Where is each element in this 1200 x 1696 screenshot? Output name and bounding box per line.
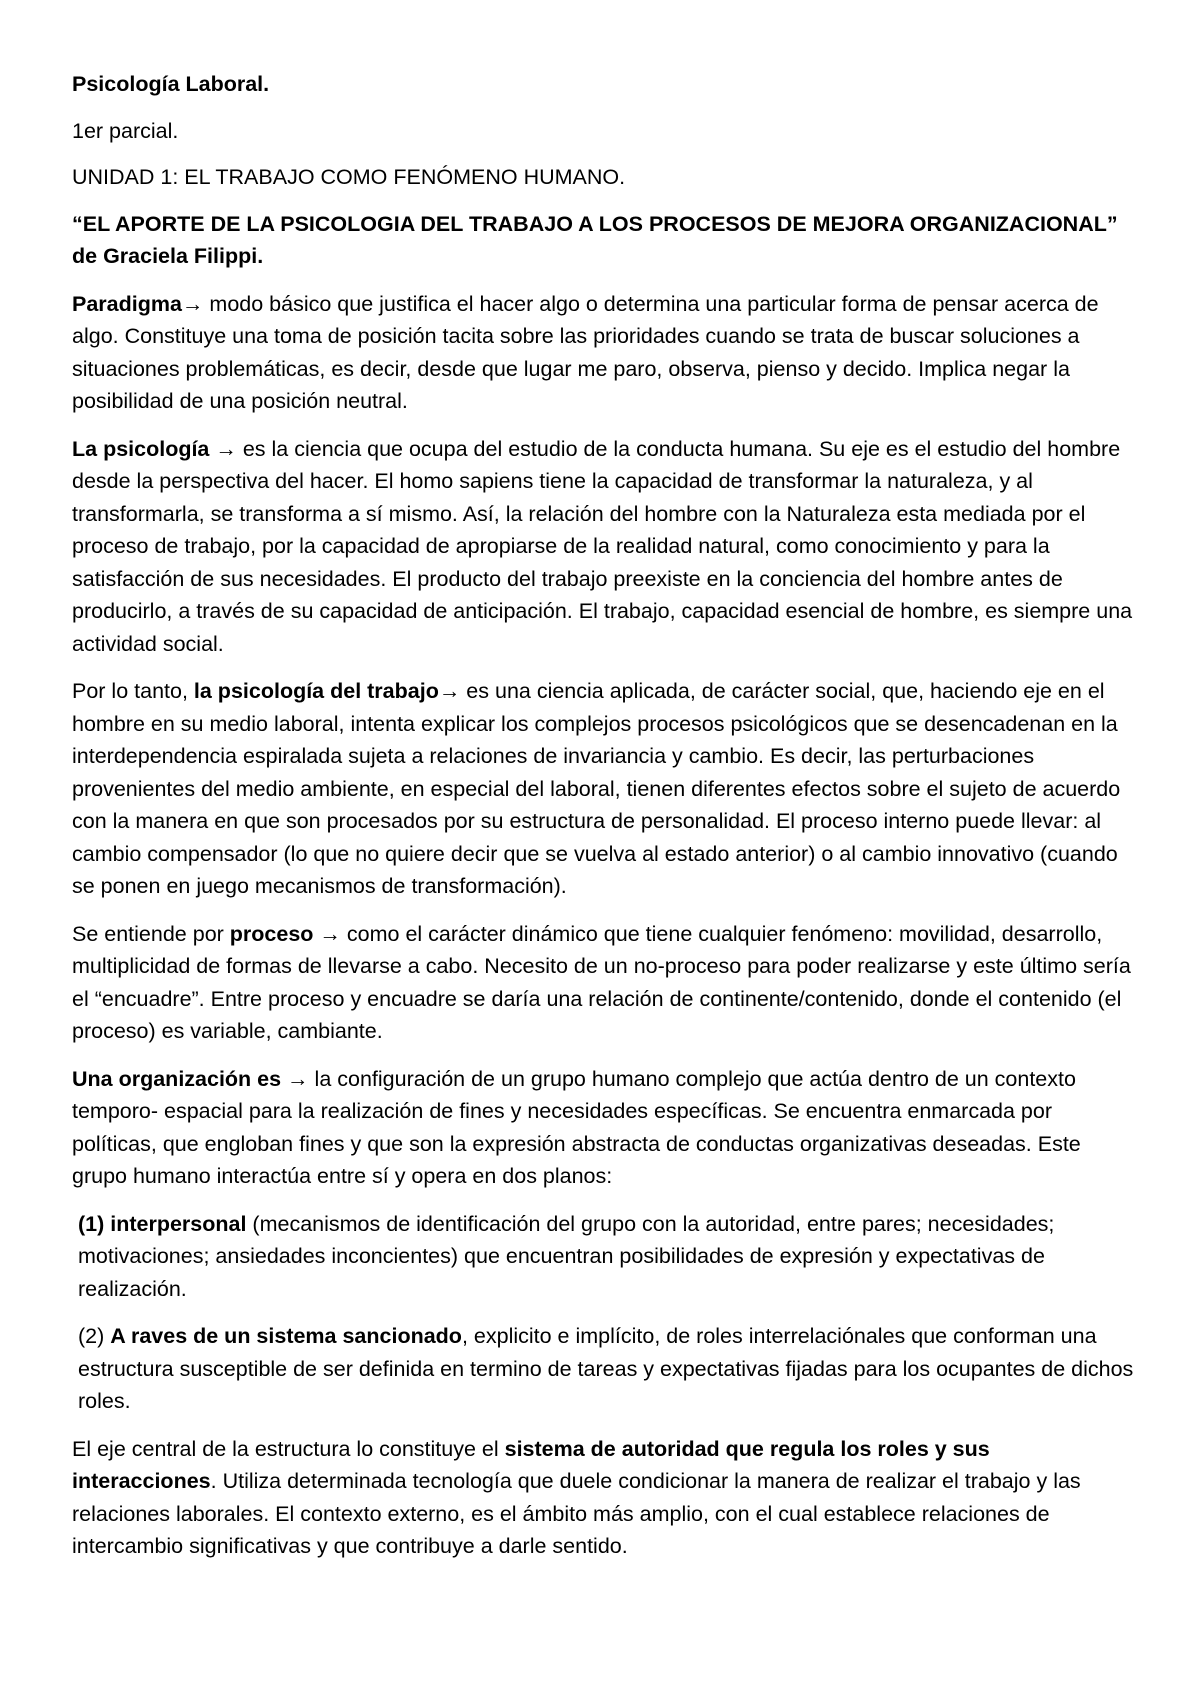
term-sistema-sancionado: A raves de un sistema sancionado	[110, 1324, 462, 1348]
paragraph-plano-1	[72, 1208, 1134, 1306]
paragraph-proceso: Se entiende por proceso → como el carácter dinámico que tiene cualquier fenómeno: movilidad, desarrollo, multiplicidad de formas de llevarse a cabo. Necesito de un no-proceso para poder realizarse y este último sería el “encuadre”. Entre proceso y encuadre se daría una relación de continente/contenido, donde el contenido (el proceso) es variable, cambiante.	[72, 921, 1131, 1043]
term-interpersonal: (1) interpersonal	[78, 1211, 247, 1236]
definition-psicologia: es la ciencia que ocupa del estudio de la conducta humana. Su eje es el estudio del hombre desde la perspectiva del hacer. El homo sapiens tiene la capacidad de transformar la naturaleza, y al transformarla, se transforma a sí mismo. Así, la relación del hombre con la Naturaleza esta mediada por el proceso de trabajo, por la capacidad de apropiarse de la realidad natural, como conocimiento y para la satisfacción de sus necesidades. El producto del trabajo preexiste en la conciencia del hombre antes de producirlo, a través de su capacidad de anticipación. El trabajo, capacidad esencial de hombre, es siempre una actividad social.	[72, 436, 1133, 656]
definition-organizacion: la configuración de un grupo humano complejo que actúa dentro de un contexto temporo- espacial para la realización de fines y necesidades específicas. Se encuentra enmarcada por políticas, que engloban fines y que son la expresión abstracta de conductas organizativas deseadas. Este grupo humano interactúa entre sí y opera en dos planos:	[72, 1066, 1081, 1188]
definition-sistema-sancionado: , explicito e implícito, de roles interrelaciónales que conforman una estructura susceptible de ser definida en termino de tareas y expectativas fijadas para los ocupantes de dichos roles.	[78, 1324, 1134, 1413]
definition-interpersonal: (mecanismos de identificación del grupo con la autoridad, entre pares; necesidades; motivaciones; ansiedades inconcientes) que encuentran posibilidades de expresión y expectativas de realización.	[78, 1211, 1055, 1301]
document-subtitle: 1er parcial.	[72, 118, 179, 143]
term-psicologia-trabajo: la psicología del trabajo→	[193, 679, 461, 703]
term-organizacion: Una organización es →	[72, 1066, 309, 1091]
term-psicologia: La psicología →	[72, 436, 237, 461]
paragraph-paradigma	[72, 288, 1134, 418]
definition-eje-central: . Utiliza determinada tecnología que duele condicionar la manera de realizar el trabajo y las relaciones laborales. El contexto externo, es el ámbito más amplio, con el cual establece relaciones de intercambio significativas y que contribuye a darle sentido.	[72, 1469, 1081, 1558]
definition-psicologia-trabajo: es una ciencia aplicada, de carácter social, que, haciendo eje en el hombre en su medio laboral, intenta explicar los complejos procesos psicológicos que se desencadenan en la interdependencia espiralada sujeta a relaciones de invariancia y cambio. Es decir, las perturbaciones provenientes del medio ambiente, en especial del laboral, tienen diferentes efectos sobre el sujeto de acuerdo con la manera en que son procesados por su estructura de personalidad. El proceso interno puede llevar: al cambio compensador (lo que no quiere decir que se vuelva al estado anterior) o al cambio innovativo (cuando se ponen en juego mecanismos de transformación).	[72, 679, 1121, 898]
term-sistema-autoridad: sistema de autoridad que regula los roles y sus interacciones	[72, 1436, 990, 1493]
definition-paradigma: modo básico que justifica el hacer algo o determina una particular forma de pensar acerca de algo. Constituye una toma de posición tacita sobre las prioridades cuando se trata de buscar soluciones a situaciones problemáticas, es decir, desde que lugar me paro, observa, pienso y decido. Implica negar la posibilidad de una posición neutral.	[72, 291, 1099, 413]
paragraph-eje-central: El eje central de la estructura lo constituye el sistema de autoridad que regula los roles y sus interacciones. Utiliza determinada tecnología que duele condicionar la manera de realizar el trabajo y las relaciones laborales. El contexto externo, es el ámbito más amplio, con el cual establece relaciones de intercambio significativas y que contribuye a darle sentido.	[72, 1436, 1081, 1558]
unit-heading: UNIDAD 1: EL TRABAJO COMO FENÓMENO HUMANO.	[72, 165, 626, 189]
document-title: Psicología Laboral.	[72, 72, 270, 96]
term-paradigma: Paradigma→	[72, 291, 204, 316]
paragraph-organizacion	[72, 1063, 1134, 1193]
paragraph-psicologia	[72, 433, 1134, 661]
paragraph-plano-2: (2) A raves de un sistema sancionado, explicito e implícito, de roles interrelaciónales que conforman una estructura susceptible de ser definida en termino de tareas y expectativas fijadas para los ocupantes de dichos roles.	[78, 1324, 1134, 1413]
document-page	[72, 68, 1134, 1578]
term-proceso: proceso →	[229, 921, 341, 946]
paragraph-psicologia-trabajo: Por lo tanto, la psicología del trabajo→ es una ciencia aplicada, de carácter social, que, haciendo eje en el hombre en su medio laboral, intenta explicar los complejos procesos psicológicos que se desencadenan en la interdependencia espiralada sujeta a relaciones de invariancia y cambio. Es decir, las perturbaciones provenientes del medio ambiente, en especial del laboral, tienen diferentes efectos sobre el sujeto de acuerdo con la manera en que son procesados por su estructura de personalidad. El proceso interno puede llevar: al cambio compensador (lo que no quiere decir que se vuelva al estado anterior) o al cambio innovativo (cuando se ponen en juego mecanismos de transformación).	[72, 679, 1121, 898]
definition-proceso: como el carácter dinámico que tiene cualquier fenómeno: movilidad, desarrollo, multiplicidad de formas de llevarse a cabo. Necesito de un no-proceso para poder realizarse y este último sería el “encuadre”. Entre proceso y encuadre se daría una relación de continente/contenido, donde el contenido (el proceso) es variable, cambiante.	[72, 921, 1131, 1043]
article-title: “EL APORTE DE LA PSICOLOGIA DEL TRABAJO A LOS PROCESOS DE MEJORA ORGANIZACIONAL” de Graciela Filippi.	[72, 211, 1118, 268]
